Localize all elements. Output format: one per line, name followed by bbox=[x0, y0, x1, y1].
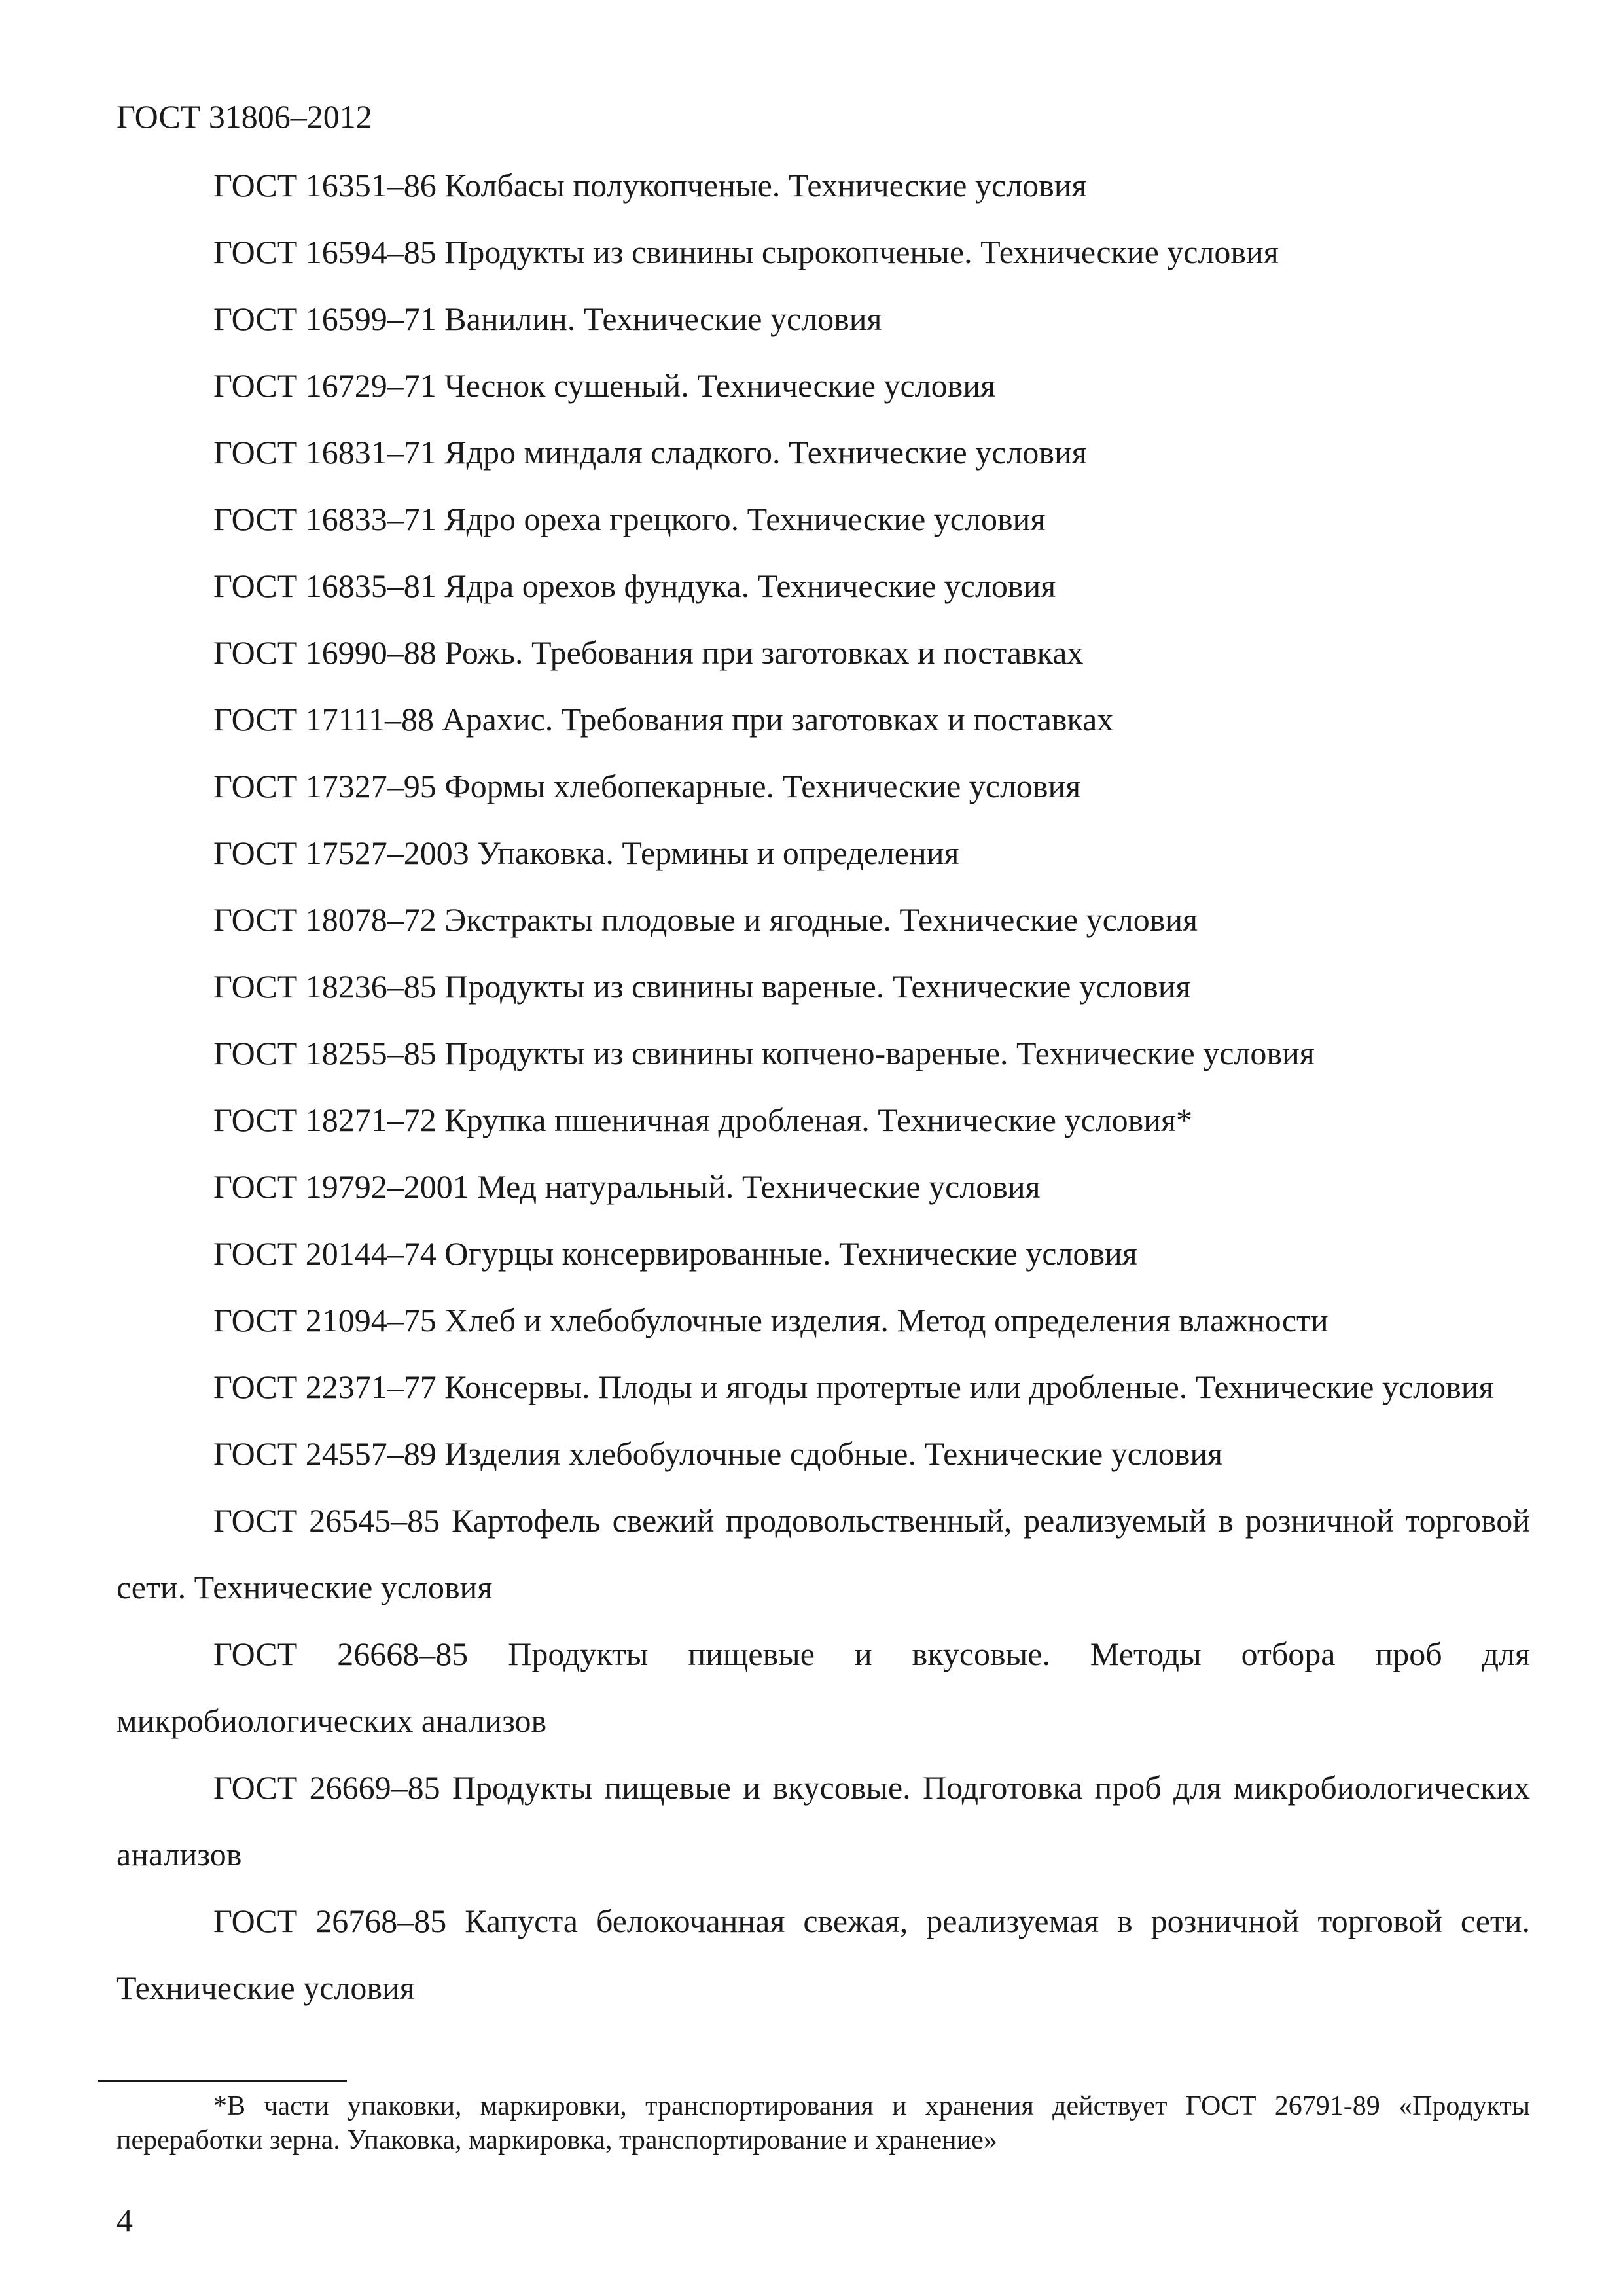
reference-item: ГОСТ 18236–85 Продукты из свинины вареные. Технические условия bbox=[213, 968, 1191, 1005]
reference-item: ГОСТ 21094–75 Хлеб и хлебобулочные изделия. Метод определения влажности bbox=[213, 1302, 1329, 1338]
reference-item: ГОСТ 24557–89 Изделия хлебобулочные сдобные. Технические условия bbox=[213, 1435, 1223, 1472]
page-header-standard-id: ГОСТ 31806–2012 bbox=[116, 98, 372, 135]
reference-item: ГОСТ 19792–2001 Мед натуральный. Технические условия bbox=[213, 1168, 1041, 1205]
reference-item: ГОСТ 20144–74 Огурцы консервированные. Технические условия bbox=[213, 1235, 1137, 1272]
reference-item: ГОСТ 26545–85 Картофель свежий продовольственный, реализуемый в розничной торговой сети. Технические условия bbox=[116, 1502, 1530, 1605]
page-number: 4 bbox=[116, 2202, 133, 2238]
reference-item: ГОСТ 26668–85 Продукты пищевые и вкусовые. Методы отбора проб для микробиологических анализов bbox=[116, 1636, 1530, 1739]
reference-item: ГОСТ 16990–88 Рожь. Требования при заготовках и поставках bbox=[213, 634, 1084, 671]
reference-item: ГОСТ 16594–85 Продукты из свинины сырокопченые. Технические условия bbox=[213, 234, 1279, 270]
normative-references-list bbox=[116, 152, 1530, 2021]
reference-item: ГОСТ 26768–85 Капуста белокочанная свежая, реализуемая в розничной торговой сети. Технические условия bbox=[116, 1903, 1530, 2006]
reference-item: ГОСТ 16833–71 Ядро ореха грецкого. Технические условия bbox=[213, 501, 1046, 537]
footnote-separator bbox=[98, 2080, 347, 2082]
reference-item: ГОСТ 22371–77 Консервы. Плоды и ягоды протертые или дробленые. Технические условия bbox=[213, 1369, 1494, 1405]
reference-item: ГОСТ 16835–81 Ядра орехов фундука. Технические условия bbox=[213, 567, 1056, 604]
reference-item: ГОСТ 16351–86 Колбасы полукопченые. Технические условия bbox=[213, 167, 1087, 204]
footnote: *В части упаковки, маркировки, транспортирования и хранения действует ГОСТ 26791-89 «Продукты переработки зерна. Упаковка, маркировка, транспортирование и хранение» bbox=[116, 2091, 1530, 2155]
reference-item: ГОСТ 26669–85 Продукты пищевые и вкусовые. Подготовка проб для микробиологических анализов bbox=[116, 1769, 1530, 1873]
reference-item: ГОСТ 17111–88 Арахис. Требования при заготовках и поставках bbox=[213, 701, 1114, 738]
reference-item: ГОСТ 17527–2003 Упаковка. Термины и определения bbox=[213, 834, 959, 871]
reference-item: ГОСТ 16729–71 Чеснок сушеный. Технические условия bbox=[213, 367, 995, 404]
reference-item: ГОСТ 16599–71 Ванилин. Технические условия bbox=[213, 300, 882, 337]
reference-item: ГОСТ 17327–95 Формы хлебопекарные. Технические условия bbox=[213, 768, 1081, 804]
reference-item: ГОСТ 16831–71 Ядро миндаля сладкого. Технические условия bbox=[213, 434, 1087, 471]
reference-item: ГОСТ 18255–85 Продукты из свинины копчено-вареные. Технические условия bbox=[213, 1035, 1315, 1071]
reference-item: ГОСТ 18271–72 Крупка пшеничная дробленая. Технические условия* bbox=[213, 1102, 1192, 1138]
reference-item: ГОСТ 18078–72 Экстракты плодовые и ягодные. Технические условия bbox=[213, 901, 1198, 938]
